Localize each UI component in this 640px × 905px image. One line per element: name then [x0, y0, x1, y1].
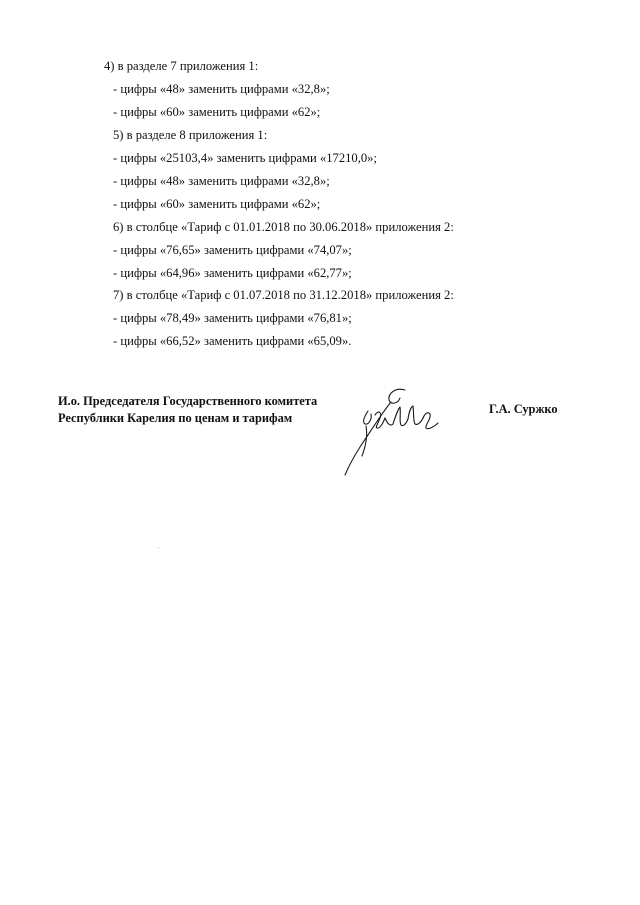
list-item: - цифры «78,49» заменить цифрами «76,81»;	[113, 311, 352, 325]
list-item: - цифры «76,65» заменить цифрами «74,07»;	[113, 243, 352, 257]
item-7-heading: 7) в столбце «Тариф с 01.07.2018 по 31.12.2018» приложения 2:	[113, 288, 454, 302]
list-item: - цифры «64,96» заменить цифрами «62,77»;	[113, 266, 352, 280]
list-item: - цифры «48» заменить цифрами «32,8»;	[113, 82, 330, 96]
list-item: - цифры «48» заменить цифрами «32,8»;	[113, 174, 330, 188]
handwritten-signature	[338, 385, 443, 480]
signatory-title	[58, 393, 317, 427]
item-5-heading: 5) в разделе 8 приложения 1:	[113, 128, 268, 142]
list-item: - цифры «60» заменить цифрами «62»;	[113, 105, 321, 119]
scan-speck	[158, 547, 159, 548]
signatory-name: Г.А. Суржко	[489, 402, 558, 416]
item-4-heading: 4) в разделе 7 приложения 1:	[104, 59, 259, 73]
list-item: - цифры «60» заменить цифрами «62»;	[113, 197, 321, 211]
item-6-heading: 6) в столбце «Тариф с 01.01.2018 по 30.06.2018» приложения 2:	[113, 220, 454, 234]
list-item: - цифры «66,52» заменить цифрами «65,09».	[113, 334, 352, 348]
signatory-title-line: И.о. Председателя Государственного комитета	[58, 394, 318, 408]
list-item: - цифры «25103,4» заменить цифрами «17210,0»;	[113, 151, 377, 165]
signatory-title-line: Республики Карелия по ценам и тарифам	[58, 411, 293, 425]
